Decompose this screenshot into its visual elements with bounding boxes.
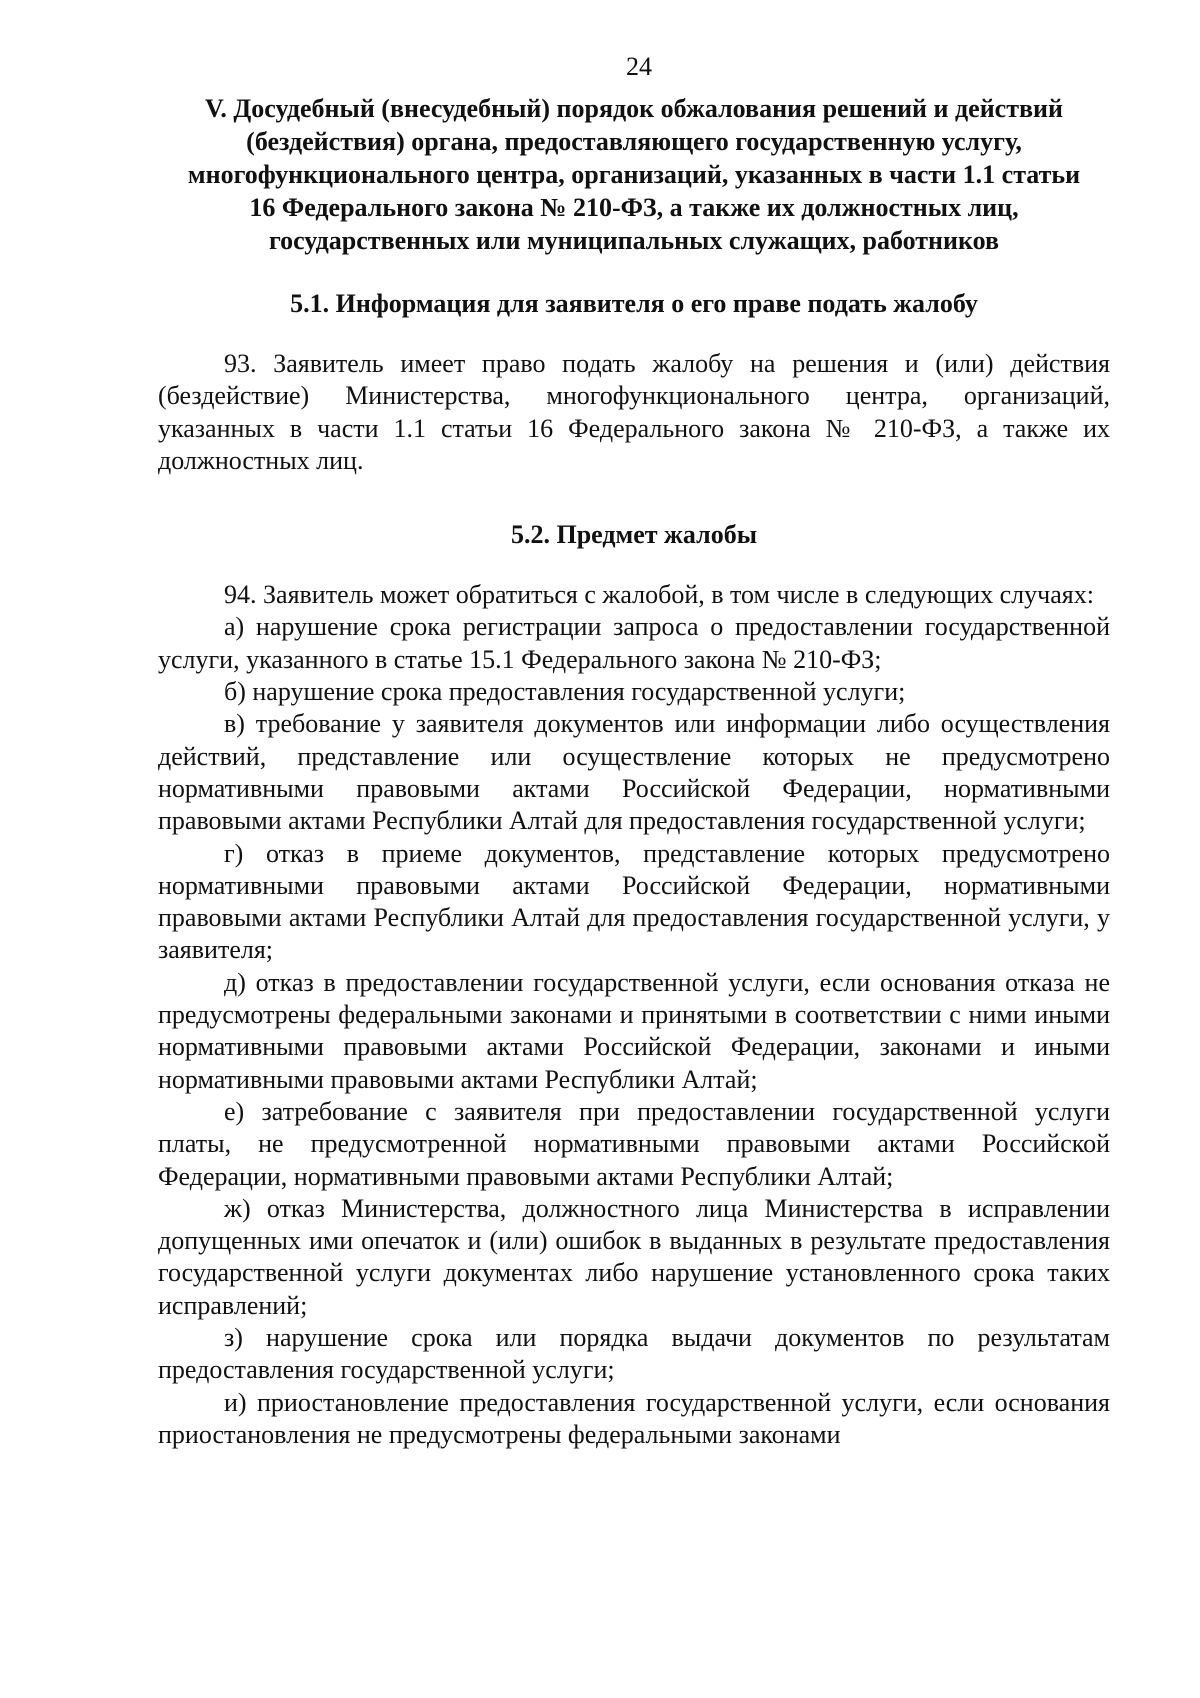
paragraph-94: 94. Заявитель может обратиться с жалобой, в том числе в следующих случаях: <box>224 580 1094 610</box>
chapter-title <box>158 92 1110 257</box>
chapter-title-line: V. Досудебный (внесудебный) порядок обжалования решений и действий <box>204 94 1063 123</box>
list-item-v: в) требование у заявителя документов или информации либо осуществления действий, представление или осуществление которых не предусмотрено нормативными правовыми актами Российской Федерации, нормативными правовыми актами Республики Алтай для предоставления государственной услуги; <box>158 709 1110 836</box>
list-item-i: и) приостановление предоставления государственной услуги, если основания приостановления не предусмотрены федеральными законами <box>158 1387 1110 1449</box>
chapter-title-line: 16 Федерального закона № 210-ФЗ, а также их должностных лиц, <box>249 193 1019 222</box>
chapter-title-line: (бездействия) органа, предоставляющего государственную услугу, <box>246 127 1022 156</box>
list-item-b: б) нарушение срока предоставления государственной услуги; <box>224 677 906 707</box>
list-item-d: д) отказ в предоставлении государственной услуги, если основания отказа не предусмотрены федеральными законами и принятыми в соответствии с ними иными нормативными правовыми актами Российской Федерации, законами и иными нормативными правовыми актами Республики Алтай; <box>158 967 1110 1094</box>
list-item-z: з) нарушение срока или порядка выдачи документов по результатам предоставления государственной услуги; <box>158 1323 1110 1385</box>
chapter-title-line: многофункционального центра, организаций, указанных в части 1.1 статьи <box>187 160 1081 189</box>
section-5-2-title: 5.2. Предмет жалобы <box>510 520 758 550</box>
section-5-1-title: 5.1. Информация для заявителя о его праве подать жалобу <box>290 289 978 318</box>
list-item-a: а) нарушение срока регистрации запроса о предоставлении государственной услуги, указанного в статье 15.1 Федерального закона № 210-ФЗ; <box>158 612 1110 674</box>
list-item-e: е) затребование с заявителя при предоставлении государственной услуги платы, не предусмотренной нормативными правовыми актами Российской Федерации, нормативными правовыми актами Республики Алтай; <box>158 1096 1110 1191</box>
paragraph-93: 93. Заявитель имеет право подать жалобу на решения и (или) действия (бездействие) Министерства, многофункционального центра, организаций, указанных в части 1.1 статьи 16 Федерального закона № 210-ФЗ, а также их должностных лиц. <box>158 349 1110 475</box>
list-item-g: г) отказ в приеме документов, представление которых предусмотрено нормативными правовыми актами Российской Федерации, нормативными правовыми актами Республики Алтай для предоставления государственной услуги, у заявителя; <box>158 838 1110 965</box>
page-number: 24 <box>626 52 652 81</box>
list-item-zh: ж) отказ Министерства, должностного лица Министерства в исправлении допущенных ими опечаток и (или) ошибок в выданных в результате предоставления государственной услуги документах либо нарушение установленного срока таких исправлений; <box>158 1193 1110 1320</box>
chapter-title-line: государственных или муниципальных служащих, работников <box>268 226 1000 255</box>
